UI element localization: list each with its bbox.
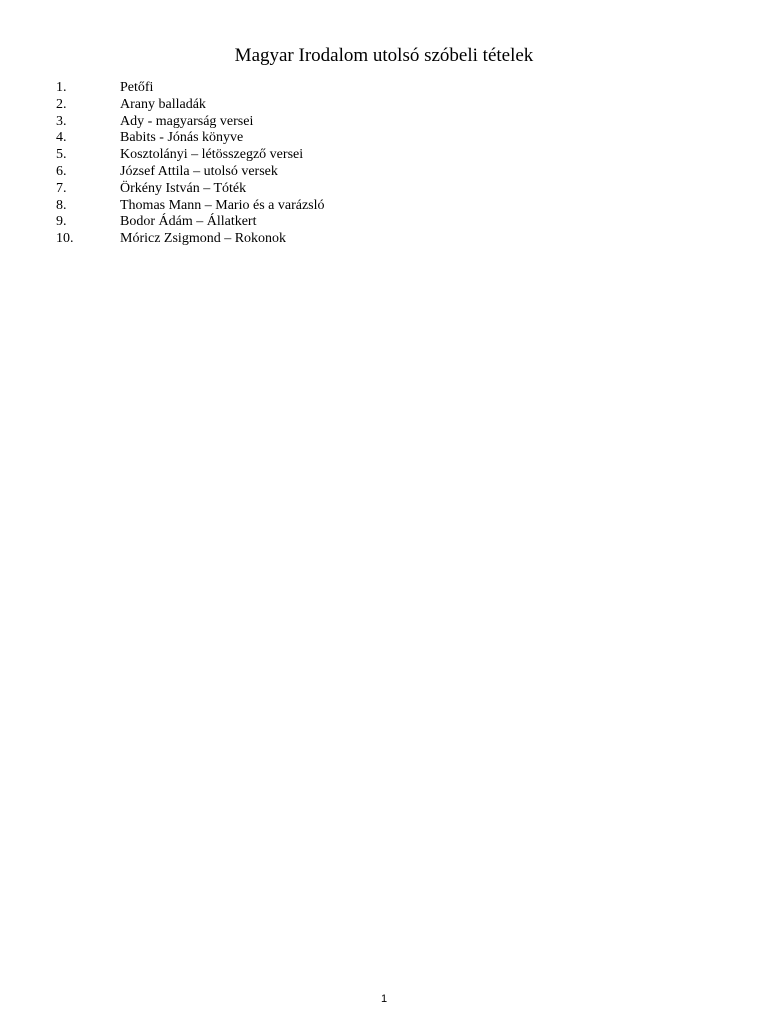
item-text: Móricz Zsigmond – Rokonok <box>120 231 287 247</box>
item-text: Thomas Mann – Mario és a varázsló <box>120 197 325 213</box>
list-item <box>56 231 325 248</box>
item-number: 5. <box>56 147 67 163</box>
item-text: Babits - Jónás könyve <box>120 130 244 146</box>
item-number: 8. <box>56 197 67 213</box>
item-text: Kosztolányi – létösszegző versei <box>120 147 304 163</box>
item-number: 7. <box>56 180 67 196</box>
list-item <box>56 80 325 97</box>
item-text: Arany balladák <box>120 96 206 112</box>
item-number: 2. <box>56 96 67 112</box>
item-text: Ady - magyarság versei <box>120 113 254 129</box>
item-number: 3. <box>56 113 67 129</box>
list-item <box>56 97 325 114</box>
list-item <box>56 198 325 215</box>
item-text: József Attila – utolsó versek <box>120 163 278 179</box>
list-item <box>56 147 325 164</box>
item-number: 6. <box>56 163 67 179</box>
list-item <box>56 181 325 198</box>
list-item <box>56 114 325 131</box>
list-item <box>56 214 325 231</box>
list-item <box>56 164 325 181</box>
item-text: Petőfi <box>120 80 154 95</box>
item-number: 9. <box>56 214 67 230</box>
item-text: Örkény István – Tóték <box>120 180 247 196</box>
item-number: 10. <box>56 231 74 247</box>
item-text: Bodor Ádám – Állatkert <box>120 214 257 230</box>
page-number: 1 <box>380 993 388 1005</box>
page-title: Magyar Irodalom utolsó szóbeli tételek <box>234 45 534 66</box>
item-number: 4. <box>56 130 67 146</box>
list-item <box>56 130 325 147</box>
topic-list <box>56 80 325 248</box>
item-number: 1. <box>56 80 67 95</box>
